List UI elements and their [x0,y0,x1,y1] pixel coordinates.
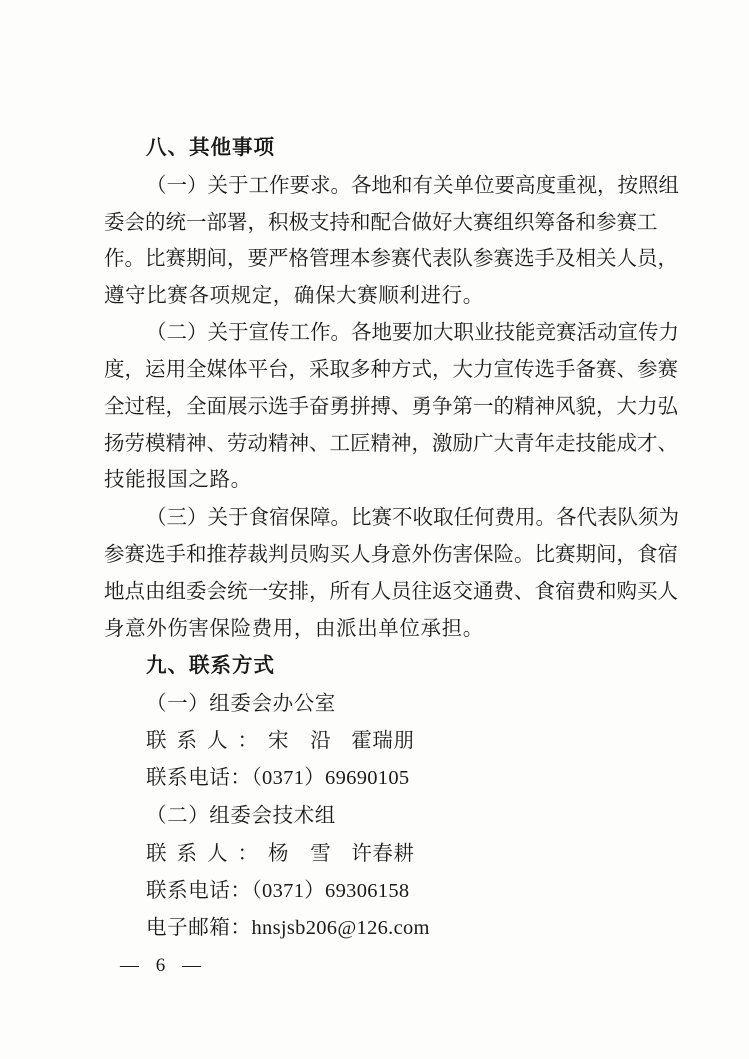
section-heading-contact: 九、联系方式 [146,653,275,677]
contact-name: 杨 雪 [268,841,332,865]
contact-name: 宋 沿 [268,728,332,752]
paragraph-line: 遵守比赛各项规定，确保大赛顺利进行。 [104,283,484,307]
contact-person-row [146,727,415,753]
paragraph-line: 度，运用全媒体平台，采取多种方式，大力宣传选手备赛、参赛 [104,357,678,381]
phone-number: （0371）69306158 [251,880,410,902]
section-heading-other-matters: 八、其他事项 [146,135,275,159]
phone-row [146,877,409,904]
contact-label: 联系人： [146,841,268,865]
contact-person-row [146,840,415,866]
phone-label: 联系电话： [146,765,252,789]
contact-name: 许春耕 [351,841,415,865]
phone-number: （0371）69690105 [251,767,410,789]
paragraph-line: 地点由组委会统一安排，所有人员往返交通费、食宿费和购买人 [104,579,678,603]
paragraph-line: （三）关于食宿保障。比赛不收取任何费用。各代表队须为 [146,505,679,529]
paragraph-line: 身意外伤害保险费用，由派出单位承担。 [104,616,484,640]
paragraph-line: 全过程，全面展示选手奋勇拼搏、勇争第一的精神风貌，大力弘 [104,394,678,418]
paragraph-line: 委会的统一部署，积极支持和配合做好大赛组织筹备和参赛工 [104,210,658,234]
office-title: （一）组委会办公室 [146,691,336,715]
page-number: — 6 — [120,955,207,976]
contact-label: 联系人： [146,728,268,752]
email-label: 电子邮箱： [146,915,252,939]
paragraph-line: （二）关于宣传工作。各地要加大职业技能竞赛活动宣传力 [146,320,679,344]
paragraph-line: 作。比赛期间，要严格管理本参赛代表队参赛选手及相关人员， [104,246,678,270]
paragraph-line: 扬劳模精神、劳动精神、工匠精神，激励广大青年走技能成才、 [104,431,678,455]
contact-name: 霍瑞朋 [351,728,415,752]
paragraph-line: 技能报国之路。 [104,467,252,491]
phone-label: 联系电话： [146,878,252,902]
office-title: （二）组委会技术组 [146,803,336,827]
paragraph-line: 参赛选手和推荐裁判员购买人身意外伤害保险。比赛期间，食宿 [104,542,678,566]
email-row [146,914,430,941]
paragraph-line: （一）关于工作要求。各地和有关单位要高度重视，按照组 [146,173,679,197]
email-address: hnsjsb206@126.com [251,917,430,939]
phone-row [146,764,409,791]
